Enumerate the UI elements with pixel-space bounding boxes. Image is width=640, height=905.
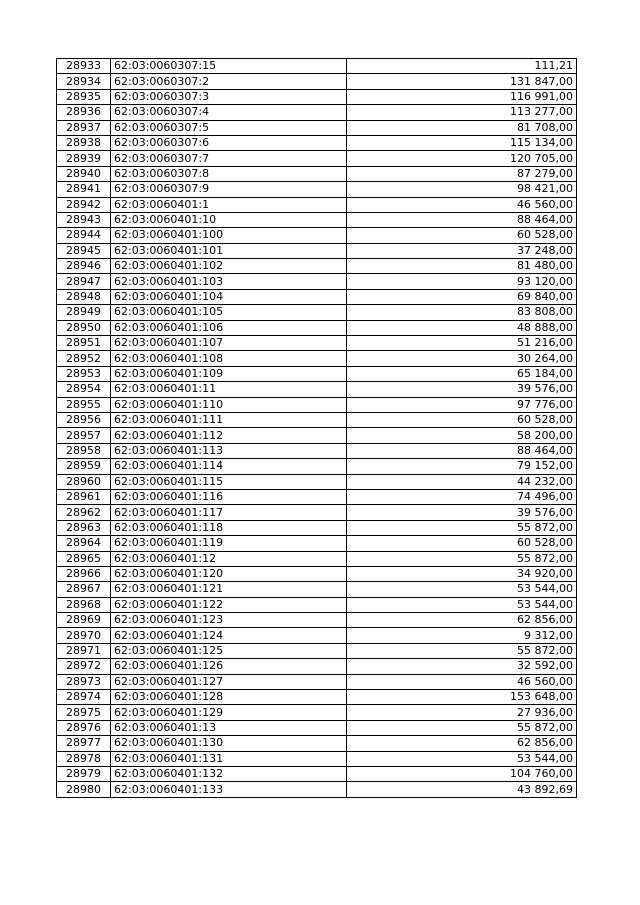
cadastral-number-cell: 62:03:0060307:8	[111, 166, 347, 181]
table-row	[57, 366, 577, 381]
cadastral-number-cell: 62:03:0060401:127	[111, 674, 347, 689]
cadastral-value-cell: 27 936,00	[347, 705, 577, 720]
row-number-cell: 28939	[57, 151, 111, 166]
cadastral-number-cell: 62:03:0060401:113	[111, 443, 347, 458]
cadastral-number-cell: 62:03:0060307:7	[111, 151, 347, 166]
row-number-cell: 28972	[57, 659, 111, 674]
table-row	[57, 536, 577, 551]
row-number-cell: 28948	[57, 289, 111, 304]
cadastral-value-cell: 51 216,00	[347, 336, 577, 351]
row-number-cell: 28962	[57, 505, 111, 520]
cadastral-value-cell: 53 544,00	[347, 597, 577, 612]
cadastral-number-cell: 62:03:0060401:106	[111, 320, 347, 335]
row-number-cell: 28945	[57, 243, 111, 258]
cadastral-number-cell: 62:03:0060307:15	[111, 59, 347, 74]
table-row	[57, 289, 577, 304]
cadastral-value-cell: 48 888,00	[347, 320, 577, 335]
row-number-cell: 28947	[57, 274, 111, 289]
cadastral-number-cell: 62:03:0060401:128	[111, 690, 347, 705]
table-row	[57, 674, 577, 689]
table-row	[57, 351, 577, 366]
row-number-cell: 28978	[57, 751, 111, 766]
cadastral-value-cell: 34 920,00	[347, 566, 577, 581]
cadastral-number-cell: 62:03:0060401:121	[111, 582, 347, 597]
cadastral-number-cell: 62:03:0060401:124	[111, 628, 347, 643]
cadastral-number-cell: 62:03:0060401:10	[111, 212, 347, 227]
cadastral-value-cell: 104 760,00	[347, 766, 577, 781]
table-row	[57, 459, 577, 474]
table-row	[57, 120, 577, 135]
row-number-cell: 28938	[57, 135, 111, 150]
table-row	[57, 659, 577, 674]
cadastral-number-cell: 62:03:0060401:126	[111, 659, 347, 674]
cadastral-number-cell: 62:03:0060401:129	[111, 705, 347, 720]
cadastral-value-cell: 153 648,00	[347, 690, 577, 705]
cadastral-value-table	[56, 58, 577, 798]
table-row	[57, 197, 577, 212]
table-row	[57, 320, 577, 335]
row-number-cell: 28951	[57, 336, 111, 351]
cadastral-value-cell: 79 152,00	[347, 459, 577, 474]
cadastral-number-cell: 62:03:0060401:102	[111, 259, 347, 274]
table-row	[57, 643, 577, 658]
cadastral-value-cell: 74 496,00	[347, 489, 577, 504]
cadastral-number-cell: 62:03:0060401:101	[111, 243, 347, 258]
cadastral-value-cell: 111,21	[347, 59, 577, 74]
cadastral-value-cell: 46 560,00	[347, 674, 577, 689]
cadastral-number-cell: 62:03:0060307:3	[111, 89, 347, 104]
cadastral-number-cell: 62:03:0060401:108	[111, 351, 347, 366]
table-row	[57, 166, 577, 181]
row-number-cell: 28952	[57, 351, 111, 366]
cadastral-number-cell: 62:03:0060401:12	[111, 551, 347, 566]
table-row	[57, 105, 577, 120]
cadastral-value-cell: 32 592,00	[347, 659, 577, 674]
cadastral-number-cell: 62:03:0060401:107	[111, 336, 347, 351]
cadastral-number-cell: 62:03:0060307:2	[111, 74, 347, 89]
row-number-cell: 28950	[57, 320, 111, 335]
row-number-cell: 28973	[57, 674, 111, 689]
cadastral-value-cell: 88 464,00	[347, 443, 577, 458]
row-number-cell: 28955	[57, 397, 111, 412]
cadastral-value-cell: 93 120,00	[347, 274, 577, 289]
cadastral-value-cell: 69 840,00	[347, 289, 577, 304]
table-row	[57, 274, 577, 289]
row-number-cell: 28967	[57, 582, 111, 597]
cadastral-number-cell: 62:03:0060401:105	[111, 305, 347, 320]
cadastral-value-cell: 39 576,00	[347, 382, 577, 397]
cadastral-value-cell: 60 528,00	[347, 412, 577, 427]
cadastral-value-cell: 30 264,00	[347, 351, 577, 366]
cadastral-value-cell: 44 232,00	[347, 474, 577, 489]
table-row	[57, 720, 577, 735]
cadastral-value-cell: 120 705,00	[347, 151, 577, 166]
table-row	[57, 89, 577, 104]
cadastral-value-cell: 115 134,00	[347, 135, 577, 150]
cadastral-value-cell: 9 312,00	[347, 628, 577, 643]
row-number-cell: 28957	[57, 428, 111, 443]
table-row	[57, 766, 577, 781]
table-row	[57, 520, 577, 535]
row-number-cell: 28937	[57, 120, 111, 135]
row-number-cell: 28934	[57, 74, 111, 89]
cadastral-number-cell: 62:03:0060307:6	[111, 135, 347, 150]
row-number-cell: 28980	[57, 782, 111, 797]
row-number-cell: 28970	[57, 628, 111, 643]
table-row	[57, 705, 577, 720]
table-row	[57, 628, 577, 643]
cadastral-value-cell: 116 991,00	[347, 89, 577, 104]
cadastral-number-cell: 62:03:0060307:9	[111, 182, 347, 197]
cadastral-value-cell: 98 421,00	[347, 182, 577, 197]
cadastral-value-cell: 46 560,00	[347, 197, 577, 212]
cadastral-value-cell: 83 808,00	[347, 305, 577, 320]
cadastral-number-cell: 62:03:0060401:118	[111, 520, 347, 535]
cadastral-value-cell: 97 776,00	[347, 397, 577, 412]
table-row	[57, 182, 577, 197]
row-number-cell: 28935	[57, 89, 111, 104]
row-number-cell: 28933	[57, 59, 111, 74]
cadastral-number-cell: 62:03:0060307:4	[111, 105, 347, 120]
cadastral-number-cell: 62:03:0060401:123	[111, 613, 347, 628]
row-number-cell: 28941	[57, 182, 111, 197]
cadastral-number-cell: 62:03:0060401:132	[111, 766, 347, 781]
table-row	[57, 736, 577, 751]
cadastral-value-cell: 60 528,00	[347, 228, 577, 243]
cadastral-value-cell: 55 872,00	[347, 551, 577, 566]
row-number-cell: 28965	[57, 551, 111, 566]
cadastral-number-cell: 62:03:0060401:120	[111, 566, 347, 581]
cadastral-value-cell: 37 248,00	[347, 243, 577, 258]
cadastral-value-cell: 55 872,00	[347, 720, 577, 735]
table-row	[57, 751, 577, 766]
table-row	[57, 474, 577, 489]
table-row	[57, 489, 577, 504]
table-row	[57, 243, 577, 258]
table-row	[57, 336, 577, 351]
table-row	[57, 443, 577, 458]
table-row	[57, 428, 577, 443]
row-number-cell: 28974	[57, 690, 111, 705]
table-row	[57, 259, 577, 274]
row-number-cell: 28960	[57, 474, 111, 489]
row-number-cell: 28959	[57, 459, 111, 474]
cadastral-number-cell: 62:03:0060401:112	[111, 428, 347, 443]
table-row	[57, 551, 577, 566]
row-number-cell: 28975	[57, 705, 111, 720]
row-number-cell: 28977	[57, 736, 111, 751]
cadastral-number-cell: 62:03:0060401:11	[111, 382, 347, 397]
table-row	[57, 228, 577, 243]
row-number-cell: 28954	[57, 382, 111, 397]
cadastral-number-cell: 62:03:0060401:116	[111, 489, 347, 504]
cadastral-number-cell: 62:03:0060307:5	[111, 120, 347, 135]
cadastral-number-cell: 62:03:0060401:119	[111, 536, 347, 551]
table-body	[57, 59, 577, 798]
table-row	[57, 412, 577, 427]
table-row	[57, 690, 577, 705]
row-number-cell: 28964	[57, 536, 111, 551]
cadastral-value-cell: 58 200,00	[347, 428, 577, 443]
row-number-cell: 28969	[57, 613, 111, 628]
cadastral-number-cell: 62:03:0060401:1	[111, 197, 347, 212]
table-row	[57, 74, 577, 89]
row-number-cell: 28968	[57, 597, 111, 612]
row-number-cell: 28976	[57, 720, 111, 735]
cadastral-number-cell: 62:03:0060401:104	[111, 289, 347, 304]
row-number-cell: 28943	[57, 212, 111, 227]
cadastral-number-cell: 62:03:0060401:110	[111, 397, 347, 412]
row-number-cell: 28953	[57, 366, 111, 381]
table-row	[57, 135, 577, 150]
cadastral-value-cell: 53 544,00	[347, 751, 577, 766]
cadastral-number-cell: 62:03:0060401:117	[111, 505, 347, 520]
table-row	[57, 597, 577, 612]
table-row	[57, 397, 577, 412]
row-number-cell: 28979	[57, 766, 111, 781]
table-row	[57, 212, 577, 227]
cadastral-value-cell: 62 856,00	[347, 613, 577, 628]
cadastral-value-cell: 131 847,00	[347, 74, 577, 89]
table-row	[57, 613, 577, 628]
row-number-cell: 28949	[57, 305, 111, 320]
cadastral-number-cell: 62:03:0060401:125	[111, 643, 347, 658]
row-number-cell: 28958	[57, 443, 111, 458]
cadastral-number-cell: 62:03:0060401:13	[111, 720, 347, 735]
row-number-cell: 28961	[57, 489, 111, 504]
cadastral-value-cell: 65 184,00	[347, 366, 577, 381]
cadastral-number-cell: 62:03:0060401:122	[111, 597, 347, 612]
cadastral-number-cell: 62:03:0060401:109	[111, 366, 347, 381]
row-number-cell: 28942	[57, 197, 111, 212]
cadastral-number-cell: 62:03:0060401:100	[111, 228, 347, 243]
table-row	[57, 505, 577, 520]
cadastral-value-cell: 39 576,00	[347, 505, 577, 520]
cadastral-value-cell: 81 708,00	[347, 120, 577, 135]
cadastral-value-cell: 113 277,00	[347, 105, 577, 120]
cadastral-number-cell: 62:03:0060401:103	[111, 274, 347, 289]
cadastral-value-cell: 55 872,00	[347, 520, 577, 535]
row-number-cell: 28963	[57, 520, 111, 535]
table-row	[57, 151, 577, 166]
row-number-cell: 28936	[57, 105, 111, 120]
cadastral-value-cell: 62 856,00	[347, 736, 577, 751]
cadastral-number-cell: 62:03:0060401:133	[111, 782, 347, 797]
cadastral-value-cell: 60 528,00	[347, 536, 577, 551]
cadastral-number-cell: 62:03:0060401:131	[111, 751, 347, 766]
table-row	[57, 566, 577, 581]
cadastral-number-cell: 62:03:0060401:115	[111, 474, 347, 489]
table-row	[57, 305, 577, 320]
cadastral-value-cell: 53 544,00	[347, 582, 577, 597]
table-row	[57, 382, 577, 397]
table-row	[57, 782, 577, 797]
cadastral-number-cell: 62:03:0060401:114	[111, 459, 347, 474]
cadastral-value-cell: 43 892,69	[347, 782, 577, 797]
row-number-cell: 28971	[57, 643, 111, 658]
row-number-cell: 28956	[57, 412, 111, 427]
cadastral-value-cell: 87 279,00	[347, 166, 577, 181]
cadastral-number-cell: 62:03:0060401:111	[111, 412, 347, 427]
cadastral-value-cell: 88 464,00	[347, 212, 577, 227]
cadastral-number-cell: 62:03:0060401:130	[111, 736, 347, 751]
row-number-cell: 28946	[57, 259, 111, 274]
cadastral-value-cell: 55 872,00	[347, 643, 577, 658]
row-number-cell: 28966	[57, 566, 111, 581]
table-row	[57, 59, 577, 74]
row-number-cell: 28940	[57, 166, 111, 181]
row-number-cell: 28944	[57, 228, 111, 243]
cadastral-value-cell: 81 480,00	[347, 259, 577, 274]
table-row	[57, 582, 577, 597]
